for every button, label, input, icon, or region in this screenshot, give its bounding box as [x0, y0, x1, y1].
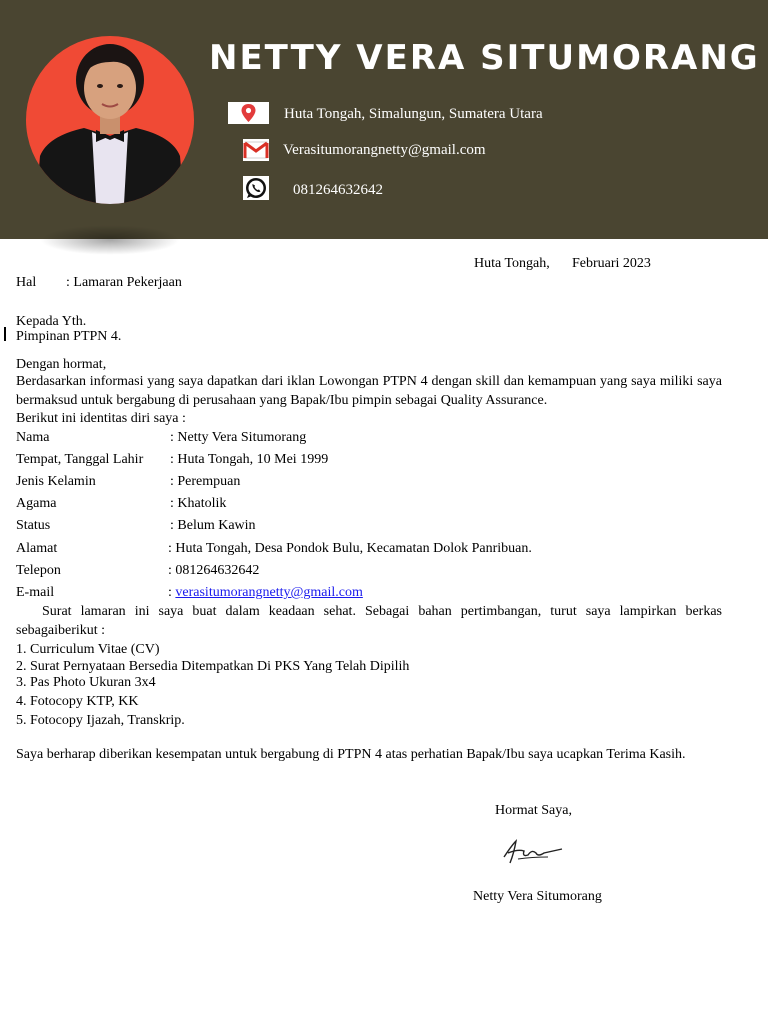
- recipient-line-2: Pimpinan PTPN 4.: [16, 329, 122, 344]
- whatsapp-icon: [243, 176, 269, 200]
- identity-label-birth: Tempat, Tanggal Lahir: [16, 452, 144, 467]
- identity-label-religion: Agama: [16, 496, 57, 511]
- text-cursor: [4, 327, 6, 341]
- signature-image: [498, 835, 568, 869]
- identity-value-religion: : Khatolik: [170, 496, 227, 511]
- identity-intro: Berikut ini identitas diri saya :: [16, 411, 186, 426]
- identity-value-birth: : Huta Tongah, 10 Mei 1999: [170, 452, 329, 467]
- letter-date: Februari 2023: [572, 256, 651, 271]
- identity-value-phone: : 081264632642: [168, 563, 260, 578]
- greeting: Dengan hormat,: [16, 357, 107, 372]
- subject-value: : Lamaran Pekerjaan: [66, 275, 182, 290]
- applicant-name-title: NETTY VERA SITUMORANG: [209, 38, 760, 78]
- identity-label-phone: Telepon: [16, 563, 61, 578]
- subject-label: Hal: [16, 275, 37, 290]
- identity-value-name: : Netty Vera Situmorang: [170, 430, 307, 445]
- identity-email-prefix: :: [168, 585, 176, 600]
- closing-paragraph: Saya berharap diberikan kesempatan untuk bergabung di PTPN 4 atas perhatian Bapak/Ibu saya ucapkan Terima Kasih.: [16, 747, 686, 762]
- intro-paragraph: Berdasarkan informasi yang saya dapatkan dari iklan Lowongan PTPN 4 dengan skill dan kemampuan yang saya miliki saya bermaksud untuk bergabung di perusahaan yang Bapak/Ibu pimpin sebagai Quality Assurance.: [16, 374, 722, 408]
- identity-value-email: [168, 584, 363, 602]
- identity-value-address: : Huta Tongah, Desa Pondok Bulu, Kecamatan Dolok Panribuan.: [168, 541, 532, 556]
- attachment-item: 5. Fotocopy Ijazah, Transkrip.: [16, 713, 185, 728]
- signature-name: Netty Vera Situmorang: [473, 889, 602, 904]
- photo-shadow: [40, 225, 180, 255]
- attachment-item: 3. Pas Photo Ukuran 3x4: [16, 675, 156, 690]
- identity-value-status: : Belum Kawin: [170, 518, 256, 533]
- regards: Hormat Saya,: [495, 803, 572, 818]
- email-link[interactable]: verasitumorangnetty@gmail.com: [175, 585, 363, 600]
- header-banner: [0, 0, 768, 239]
- attachment-item: 4. Fotocopy KTP, KK: [16, 694, 139, 709]
- header-email: Verasitumorangnetty@gmail.com: [283, 142, 486, 158]
- header-address: Huta Tongah, Simalungun, Sumatera Utara: [284, 106, 543, 122]
- profile-photo-illustration: [26, 36, 194, 204]
- identity-label-email: E-mail: [16, 585, 55, 600]
- gmail-icon: [243, 139, 269, 161]
- attachment-item: 2. Surat Pernyataan Bersedia Ditempatkan Di PKS Yang Telah Dipilih: [16, 659, 410, 674]
- profile-photo: [26, 36, 194, 204]
- attachment-item: 1. Curriculum Vitae (CV): [16, 642, 160, 657]
- attachments-intro: Surat lamaran ini saya buat dalam keadaan sehat. Sebagai bahan pertimbangan, turut saya lampirkan berkas sebagaiberikut :: [16, 604, 722, 638]
- identity-value-gender: : Perempuan: [170, 474, 241, 489]
- identity-label-name: Nama: [16, 430, 50, 445]
- location-pin-icon: [228, 102, 269, 124]
- letter-place: Huta Tongah,: [474, 256, 550, 271]
- identity-label-status: Status: [16, 518, 51, 533]
- header-phone: 081264632642: [293, 182, 383, 198]
- recipient-line-1: Kepada Yth.: [16, 314, 87, 329]
- identity-label-address: Alamat: [16, 541, 58, 556]
- identity-label-gender: Jenis Kelamin: [16, 474, 96, 489]
